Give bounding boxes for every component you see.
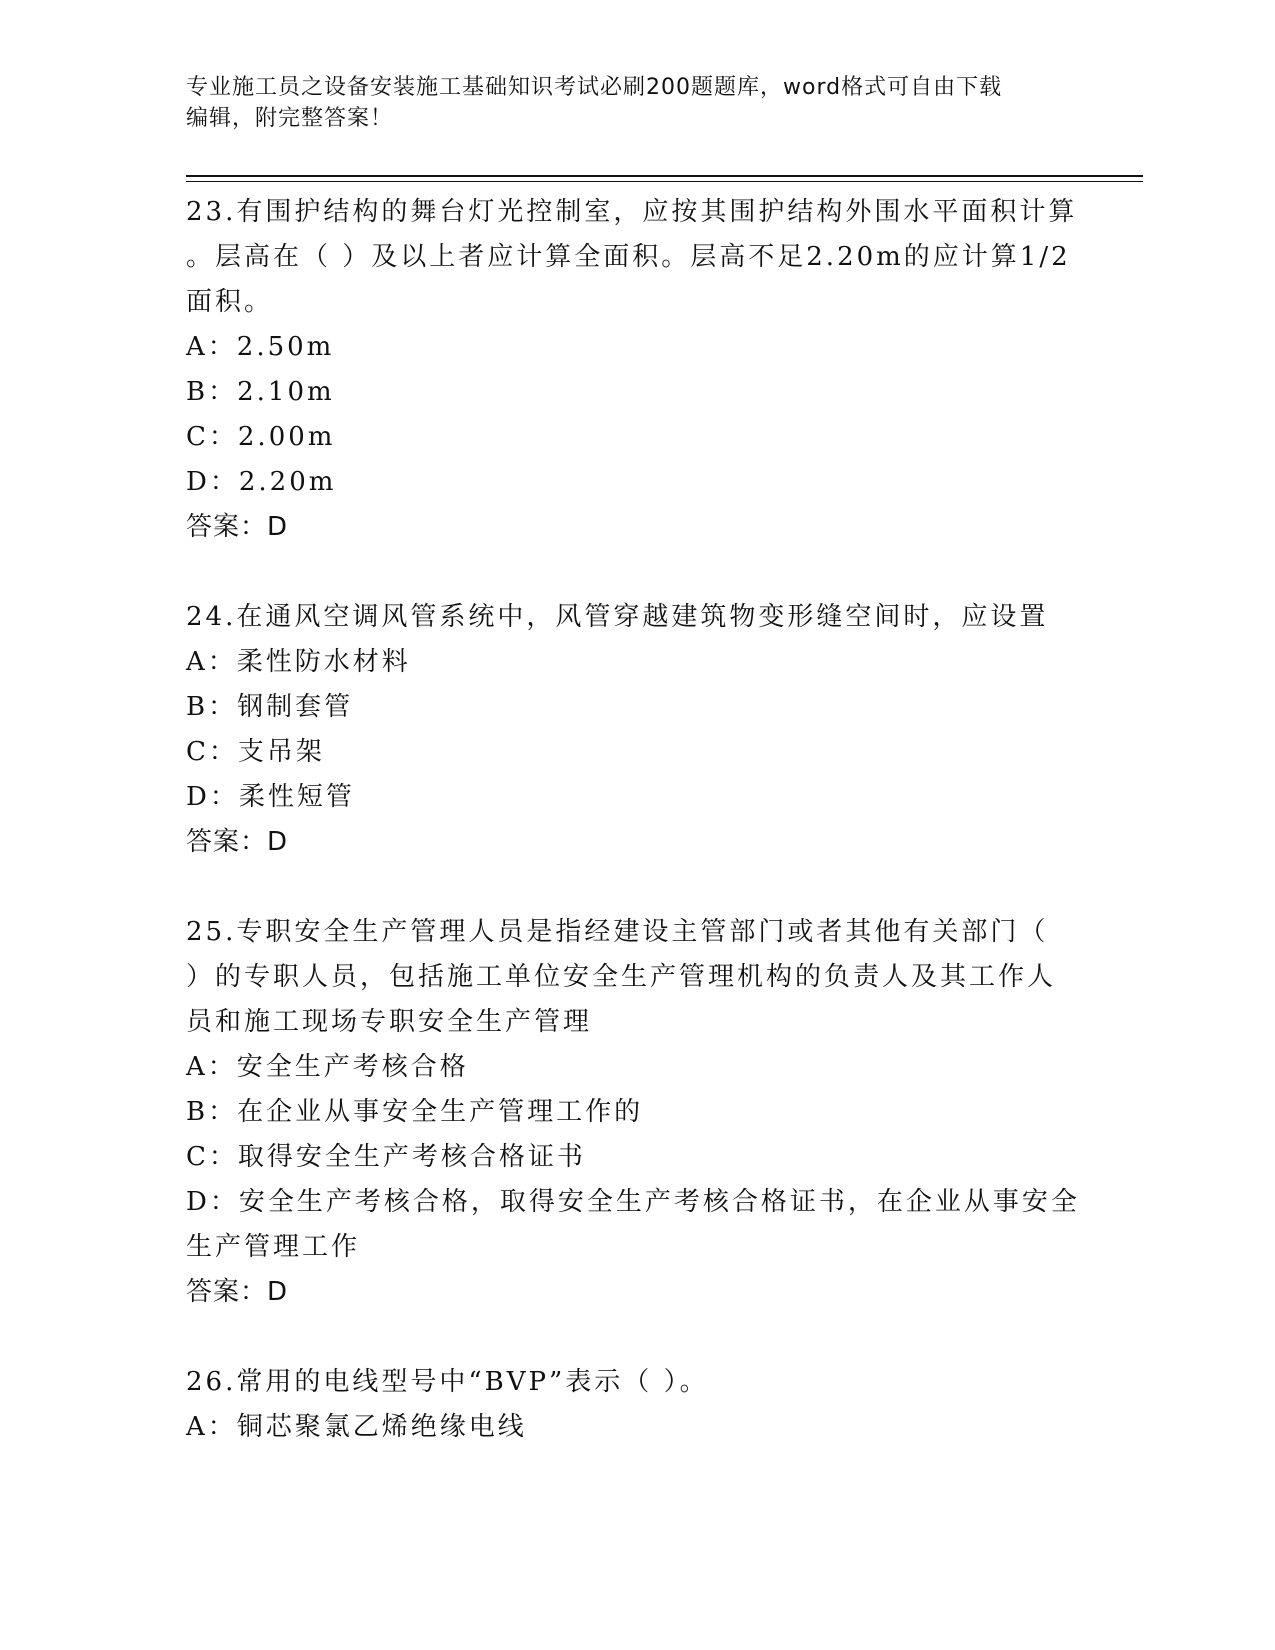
answer-line: 答案：D bbox=[186, 512, 289, 542]
answer-line: 答案：D bbox=[186, 827, 289, 857]
question-stem-line: 24.在通风空调风管系统中，风管穿越建筑物变形缝空间时，应设置 bbox=[186, 602, 1049, 632]
question-24 bbox=[186, 595, 1086, 865]
option-b: B：钢制套管 bbox=[186, 692, 354, 722]
question-23 bbox=[186, 190, 1086, 550]
option-b: B：2.10m bbox=[186, 377, 335, 407]
document-header bbox=[186, 72, 1086, 134]
question-stem-line: 23.有围护结构的舞台灯光控制室，应按其围护结构外围水平面积计算 bbox=[186, 197, 1078, 227]
header-line-2: 编辑，附完整答案！ bbox=[186, 106, 394, 131]
question-stem-line: 26.常用的电线型号中“BVP”表示（ ）。 bbox=[186, 1367, 709, 1397]
option-d: D：柔性短管 bbox=[186, 782, 355, 812]
answer-line: 答案：D bbox=[186, 1277, 289, 1307]
question-stem-line: 面积。 bbox=[186, 287, 274, 317]
question-stem-line: 。层高在（ ）及以上者应计算全面积。层高不足2.20m的应计算1/2 bbox=[186, 242, 1071, 272]
option-c: C：支吊架 bbox=[186, 737, 325, 767]
question-stem-line: 员和施工现场专职安全生产管理 bbox=[186, 1007, 593, 1037]
option-a: A：安全生产考核合格 bbox=[186, 1052, 469, 1082]
question-stem-line: 25.专职安全生产管理人员是指经建设主管部门或者其他有关部门（ bbox=[186, 917, 1049, 947]
question-26 bbox=[186, 1360, 1086, 1450]
header-line-1: 专业施工员之设备安装施工基础知识考试必刷200题题库，word格式可自由下载 bbox=[186, 75, 1003, 100]
header-rule-thin bbox=[186, 181, 1143, 182]
question-list bbox=[186, 190, 1086, 1495]
option-a: A：2.50m bbox=[186, 332, 335, 362]
option-a: A：铜芯聚氯乙烯绝缘电线 bbox=[186, 1412, 527, 1442]
option-b: B：在企业从事安全生产管理工作的 bbox=[186, 1097, 644, 1127]
question-stem-line: ）的专职人员，包括施工单位安全生产管理机构的负责人及其工作人 bbox=[186, 962, 1057, 992]
option-d: D：2.20m bbox=[186, 467, 337, 497]
question-25 bbox=[186, 910, 1086, 1315]
option-d: D：安全生产考核合格，取得安全生产考核合格证书，在企业从事安全 bbox=[186, 1187, 1080, 1217]
header-rule-thick bbox=[186, 175, 1143, 177]
option-c: C：2.00m bbox=[186, 422, 336, 452]
option-a: A：柔性防水材料 bbox=[186, 647, 411, 677]
option-c: C：取得安全生产考核合格证书 bbox=[186, 1142, 586, 1172]
option-d-continued: 生产管理工作 bbox=[186, 1232, 361, 1262]
